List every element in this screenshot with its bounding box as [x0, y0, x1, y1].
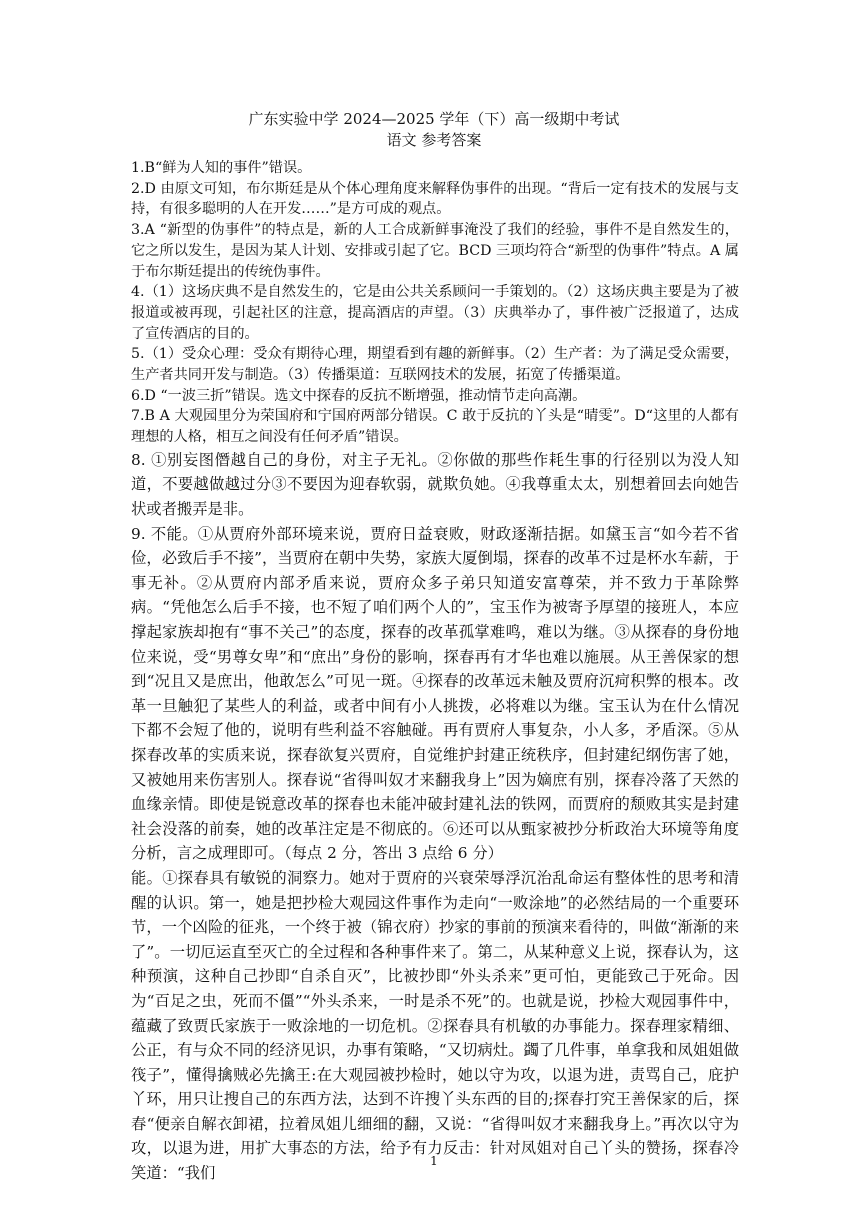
answer-item: 7.B A 大观园里分为荣国府和宁国府两部分错误。C 敢于反抗的丫头是“晴雯”。D“这里的人都有理想的人格，相互之间没有任何矛盾”错误。: [131, 408, 739, 446]
answer-item: 9. 不能。①从贾府外部环境来说，贾府日益衰败，财政逐渐拮据。如黛玉言“如今若不省俭，必致后手不接”，当贾府在朝中失势，家族大厦倒塌，探春的改革不过是杯水车薪，于事无补。②从贾府内部矛盾来说，贾府众多子弟只知道安富尊荣，并不致力于革除弊病。“凭他怎么后手不接，也不短了咱们两个人的”，宝玉作为被寄予厚望的接班人，本应撑起家族却抱有“事不关己”的态度，探春的改革孤掌难鸣，难以为继。③从探春的身份地位来说，受“男尊女卑”和“庶出”身份的影响，探春再有才华也难以施展。从王善保家的想到“况且又是庶出，他敢怎么”可见一斑。④探春的改革远未触及贾府沉疴积弊的根本。改革一旦触犯了某些人的利益，或者中间有小人挑拨，必将难以为继。宝玉认为在什么情况下都不会短了他的，说明有些利益不容触碰。再有贾府人事复杂，小人多，矛盾深。⑤从探春改革的实质来说，探春欲复兴贾府，自觉维护封建正统秩序，但封建纪纲伤害了她，又被她用来伤害别人。探春说“省得叫奴才来翻我身上”因为嫡庶有别，探春冷落了天然的血缘亲情。即使是锐意改革的探春也未能冲破封建礼法的铁网，而贾府的颓败其实是封建社会没落的前奏，她的改革注定是不彻底的。⑥还可以从甄家被抄分析政治大环境等角度分析，言之成理即可。（每点 2 分，答出 3 点给 6 分）: [131, 524, 739, 863]
document-subtitle: 语文 参考答案: [386, 131, 482, 149]
document-title: 广东实验中学 2024—2025 学年（下）高一级期中考试: [248, 110, 620, 128]
answer-item: 3.A “新型的伪事件”的特点是，新的人工合成新鲜事淹没了我们的经验，事件不是自然发生的，它之所以发生，是因为某人计划、安排或引起了它。BCD 三项均符合“新型的伪事件”特点。A 属于布尔斯廷提出的传统伪事件。: [131, 222, 739, 280]
answer-item: 8. ①别妄图僭越自己的身份，对主子无礼。②你做的那些作耗生事的行径别以为没人知道，不要越做越过分③不要因为迎春软弱，就欺负她。④我尊重太太，别想着回去向她告状或者搬弄是非。: [131, 450, 739, 519]
answer-item: 1.B“鲜为人知的事件”错误。: [131, 160, 312, 176]
answer-item: 2.D 由原文可知，布尔斯廷是从个体心理角度来解释伪事件的出现。“背后一定有技术的发展与支持，有很多聪明的人在开发……”是方可成的观点。: [131, 180, 739, 218]
answer-body: [131, 158, 739, 1186]
page-number: 1: [430, 1154, 438, 1168]
answer-item: 6.D “一波三折”错误。选文中探春的反抗不断增强，推动情节走向高潮。: [131, 387, 587, 404]
answer-item: 5.（1）受众心理：受众有期待心理，期望看到有趣的新鲜事。（2）生产者：为了满足受众需要，生产者共同开发与制造。（3）传播渠道：互联网技术的发展，拓宽了传播渠道。: [131, 346, 739, 384]
answer-item: 能。①探春具有敏锐的洞察力。她对于贾府的兴衰荣辱浮沉治乱命运有整体性的思考和清醒的认识。第一，她是把抄检大观园这件事作为走向“一败涂地”的必然结局的一个重要环节，一个凶险的征兆，一个终于被（锦衣府）抄家的事前的预演来看待的，叫做“渐渐的来了”。一切厄运直至灭亡的全过程和各种事件来了。第二，从某种意义上说，探春认为，这种预演，这种自己抄即“自杀自灭”，比被抄即“外头杀来”更可怕，更能致己于死命。因为“百足之虫，死而不僵”“外头杀来，一时是杀不死”的。也就是说，抄检大观园事件中，蕴藏了致贾氏家族于一败涂地的一切危机。②探春具有机敏的办事能力。探春理家精细、公正，有与众不同的经济见识，办事有策略，“又切病灶。蠲了几件事，单拿我和凤姐姐做筏子”，懂得擒贼必先擒王:在大观园被抄检时，她以守为攻，以退为进，责骂自己，庇护丫环，用只让搜自己的东西方法，达到不许搜丫头东西的目的;探春打究王善保家的后，探春“便亲自解衣卸裙，拉着凤姐儿细细的翻，又说：“省得叫奴才来翻我身上。”再次以守为攻，以退为进，用扩大事态的方法，给予有力反击：针对凤姐对自己丫头的赞扬，探春冷笑道：“我们: [131, 868, 739, 1183]
answer-item: 4.（1）这场庆典不是自然发生的，它是由公共关系顾问一手策划的。（2）这场庆典主要是为了被报道或被再现，引起社区的注意，提高酒店的声望。（3）庆典举办了，事件被广泛报道了，达成了宣传酒店的目的。: [131, 284, 739, 342]
